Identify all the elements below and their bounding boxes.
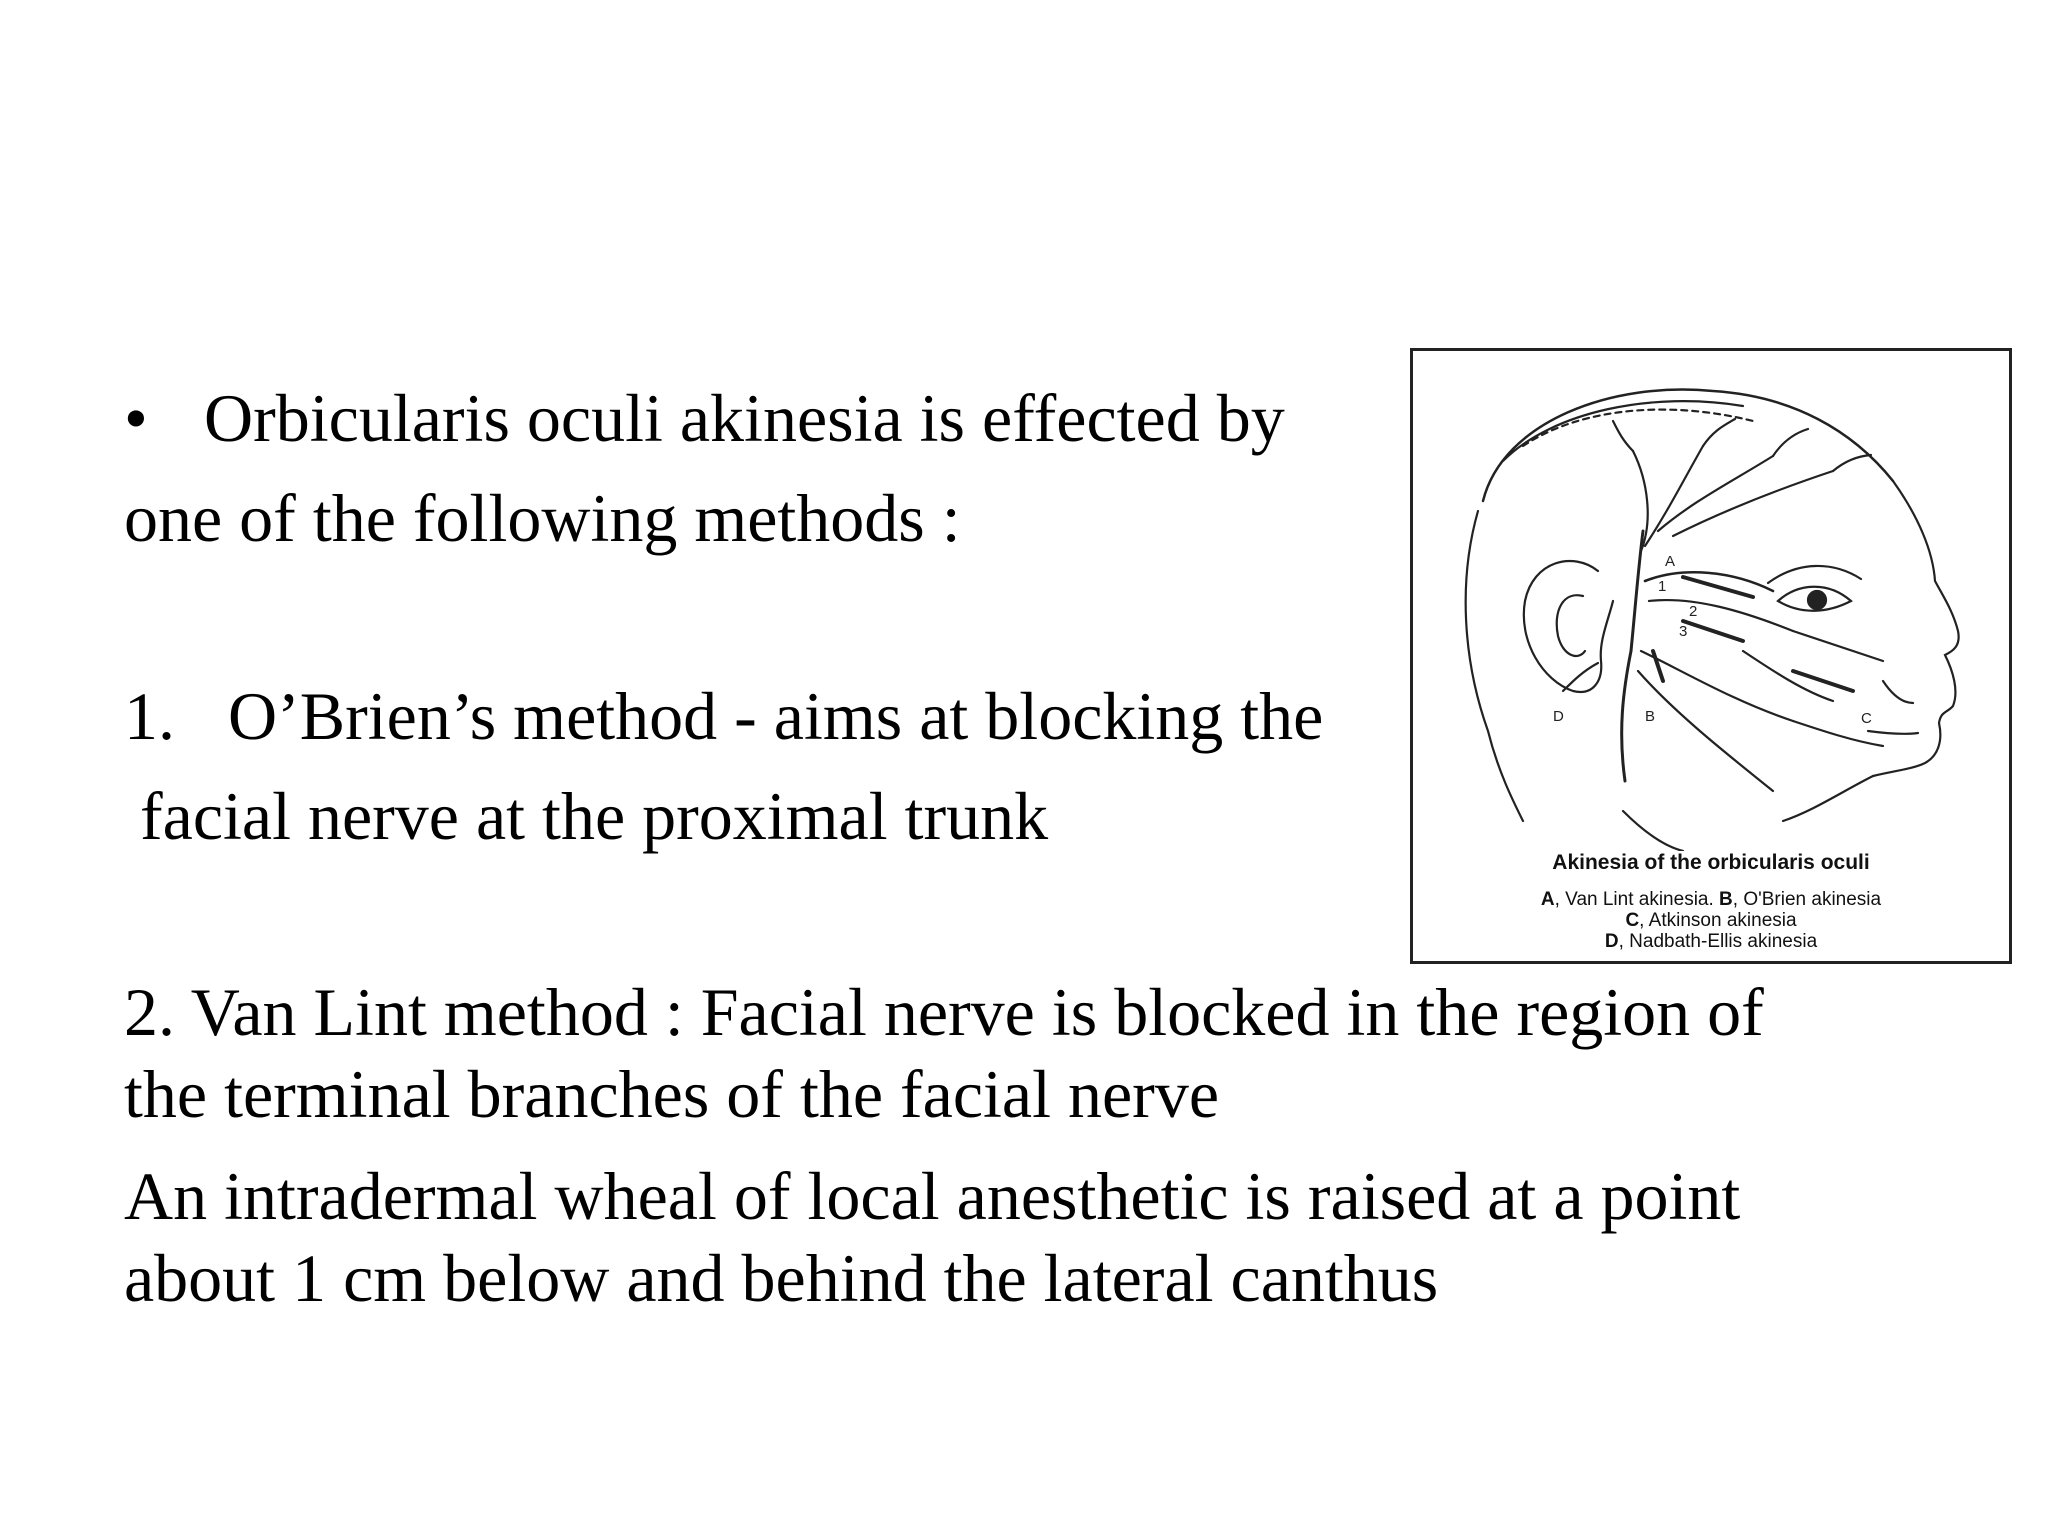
method2-line-1: 2. Van Lint method : Facial nerve is blocked in the region of <box>124 974 1764 1050</box>
bullet-line-1 <box>124 378 1285 458</box>
bullet-symbol: • <box>124 380 148 456</box>
method1-line-1 <box>124 676 1323 756</box>
akinesia-figure <box>1410 348 2012 964</box>
bullet-line-2: one of the following methods : <box>124 480 961 556</box>
method1-number: 1. <box>124 678 175 754</box>
caption-text-c: , Atkinson akinesia <box>1639 910 1797 931</box>
method2-line-3: An intradermal wheal of local anesthetic is raised at a point <box>124 1158 1741 1234</box>
figure-caption-line-2 <box>1413 910 2009 932</box>
figure-caption-line-3 <box>1413 931 2009 953</box>
method2-line-4: about 1 cm below and behind the lateral canthus <box>124 1240 1439 1316</box>
label-a: A <box>1665 553 1676 570</box>
method1-line-2: facial nerve at the proximal trunk <box>140 778 1049 854</box>
caption-text-d: , Nadbath-Ellis akinesia <box>1618 931 1818 952</box>
caption-text-b: , O'Brien akinesia <box>1732 889 1882 910</box>
label-c: C <box>1861 710 1872 727</box>
method1-text-1: O’Brien’s method - aims at blocking the <box>228 678 1324 754</box>
label-d: D <box>1553 708 1564 725</box>
method2-line-2: the terminal branches of the facial nerve <box>124 1056 1220 1132</box>
caption-letter-d: D <box>1604 931 1619 952</box>
facial-nerve-illustration <box>1413 351 2009 851</box>
caption-text-a: , Van Lint akinesia. <box>1554 889 1720 910</box>
label-n2: 2 <box>1689 603 1698 620</box>
bullet-text-1: Orbicularis oculi akinesia is effected by <box>204 380 1285 456</box>
figure-title: Akinesia of the orbicularis oculi <box>1552 851 1870 874</box>
label-n1: 1 <box>1658 578 1667 595</box>
caption-letter-b: B <box>1719 889 1733 910</box>
figure-caption-line-1 <box>1413 889 2009 911</box>
caption-letter-a: A <box>1540 889 1555 910</box>
caption-letter-c: C <box>1625 910 1640 931</box>
label-b: B <box>1645 708 1656 725</box>
label-n3: 3 <box>1679 623 1688 640</box>
